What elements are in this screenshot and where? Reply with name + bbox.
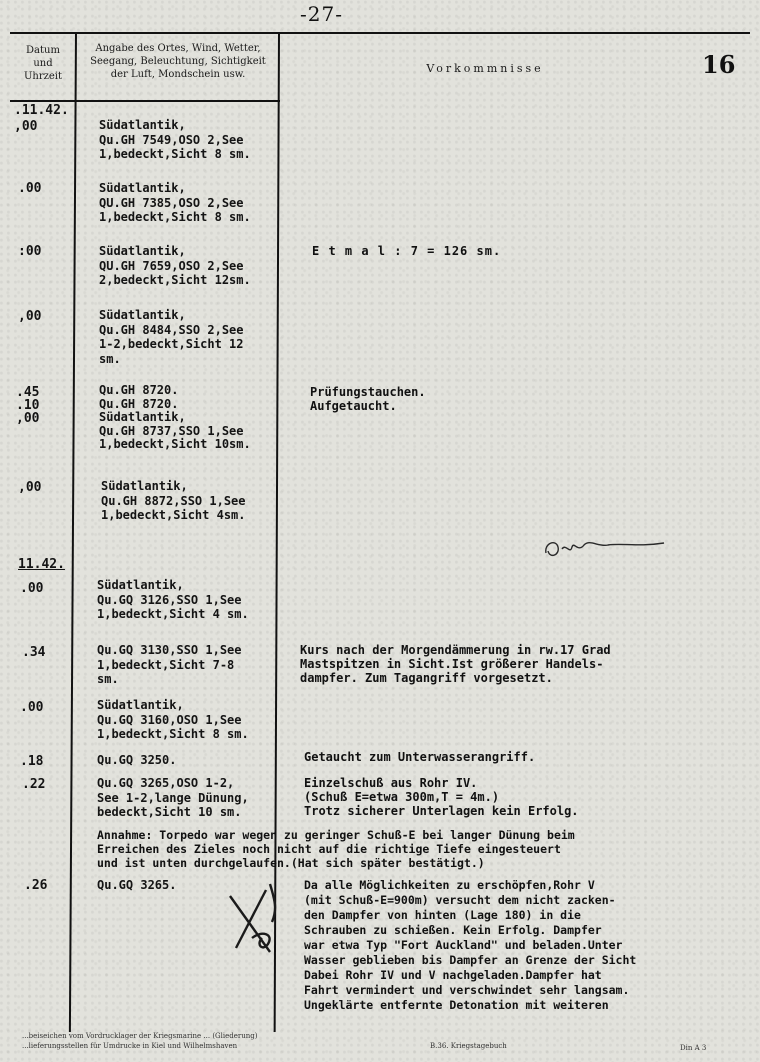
page-number: 16: [702, 50, 736, 79]
entry-time: .22: [22, 777, 46, 792]
footer-left-line2: ...lieferungsstellen für Umdrucke in Kiel und Wilhelmshaven: [22, 1042, 238, 1050]
entry-remarks: E t m a l : 7 = 126 sm.: [312, 244, 502, 258]
entry-place: Südatlantik, QU.GH 7385,OSO 2,See 1,bedeckt,Sicht 8 sm.: [99, 181, 251, 224]
entry-place: Qu.GQ 3265.: [97, 878, 177, 892]
entry-time: ,00: [18, 309, 42, 324]
header-bottom-line: [10, 100, 280, 102]
entry-time: .18: [20, 754, 44, 769]
footer-paper-size: Din A 3: [680, 1044, 707, 1052]
entry-time: .34: [22, 645, 46, 660]
entry-time: .00: [18, 181, 42, 196]
entry-time: .45 .10 ,00: [16, 385, 40, 426]
entry-time: :00: [18, 244, 42, 259]
entry-remarks: Prüfungstauchen. Aufgetaucht.: [310, 385, 426, 413]
entry-place: Südatlantik, Qu.GQ 3126,SSO 1,See 1,bedeckt,Sicht 4 sm.: [97, 578, 249, 621]
entry-remarks: Einzelschuß aus Rohr IV. (Schuß E=etwa 300m,T = 4m.) Trotz sicherer Unterlagen kein Erfolg.: [304, 776, 579, 818]
entry-time: .00: [20, 581, 44, 596]
entry-place: Qu.GQ 3265,OSO 1-2, See 1-2,lange Dünung, bedeckt,Sicht 10 sm.: [97, 776, 249, 819]
frame-top-line: [10, 32, 750, 34]
annahme-note: Annahme: Torpedo war wegen zu geringer Schuß-E bei langer Dünung beim Erreichen des Zieles noch nicht auf die richtige Tiefe eingesteuert und ist unten durchgelaufen.(Hat sich später bestätigt.): [97, 828, 575, 870]
form-footer: [0, 1030, 760, 1062]
entry-place: Südatlantik, Qu.GH 8872,SSO 1,See 1,bedeckt,Sicht 4sm.: [101, 479, 246, 522]
entry-remarks: Kurs nach der Morgendämmerung in rw.17 Grad Mastspitzen in Sicht.Ist größerer Handels- dampfer. Zum Tagangriff vorgesetzt.: [300, 643, 611, 685]
entry-time: .26: [24, 878, 48, 893]
entry-place: Südatlantik, Qu.GH 8484,SSO 2,See 1-2,bedeckt,Sicht 12 sm.: [99, 308, 244, 366]
entry-time: ,00: [18, 480, 42, 495]
header-date-column: Datum und Uhrzeit: [23, 45, 63, 82]
entry-place: Südatlantik, QU.GH 7659,OSO 2,See 2,bedeckt,Sicht 12sm.: [99, 244, 251, 287]
entry-date: 11.42.: [18, 557, 65, 572]
footer-form-title: B.36. Kriegstagebuch: [430, 1042, 507, 1050]
entry-date: .11.42.: [14, 103, 69, 118]
header-events-column: Vorkommnisse: [426, 62, 544, 75]
entry-remarks: Da alle Möglichkeiten zu erschöpfen,Rohr V (mit Schuß-E=900m) versucht dem nicht zacken- den Dampfer von hinten (Lage 180) in die Schrauben zu schießen. Kein Erfolg. Dampfer war etwa Typ "Fort Auckland" und beladen.Unter Wasser geblieben bis Dampfer an Grenze der Sicht Dabei Rohr IV und V nachgeladen.Dampfer hat Fahrt vermindert und verschwindet sehr langsam. Ungeklärte entfernte Detonation mit weiteren: [304, 878, 637, 1012]
header-place-column: Angabe des Ortes, Wind, Wetter, Seegang, Beleuchtung, Sichtigkeit der Luft, Mondschein usw.: [90, 43, 266, 80]
top-page-mark: -27-: [300, 2, 343, 26]
entry-place: Qu.GQ 3250.: [97, 753, 177, 767]
handwritten-cross-mark: [222, 878, 292, 958]
footer-left-line1: ...beiseichen vom Vordrucklager der Kriegsmarine ... (Gliederung): [22, 1032, 258, 1040]
entry-place: Südatlantik, Qu.GH 7549,OSO 2,See 1,bedeckt,Sicht 8 sm.: [99, 118, 251, 161]
handwritten-signature: [538, 525, 668, 565]
entry-place: Südatlantik, Qu.GQ 3160,OSO 1,See 1,bedeckt,Sicht 8 sm.: [97, 698, 249, 741]
entry-time: ,00: [14, 119, 38, 134]
column-line-date: [69, 32, 77, 1032]
entry-place: Qu.GQ 3130,SSO 1,See 1,bedeckt,Sicht 7-8 sm.: [97, 643, 242, 686]
entry-place: Qu.GH 8720. Qu.GH 8720. Südatlantik, Qu.GH 8737,SSO 1,See 1,bedeckt,Sicht 10sm.: [99, 383, 251, 451]
entry-remarks: Getaucht zum Unterwasserangriff.: [304, 750, 536, 764]
entry-time: .00: [20, 700, 44, 715]
